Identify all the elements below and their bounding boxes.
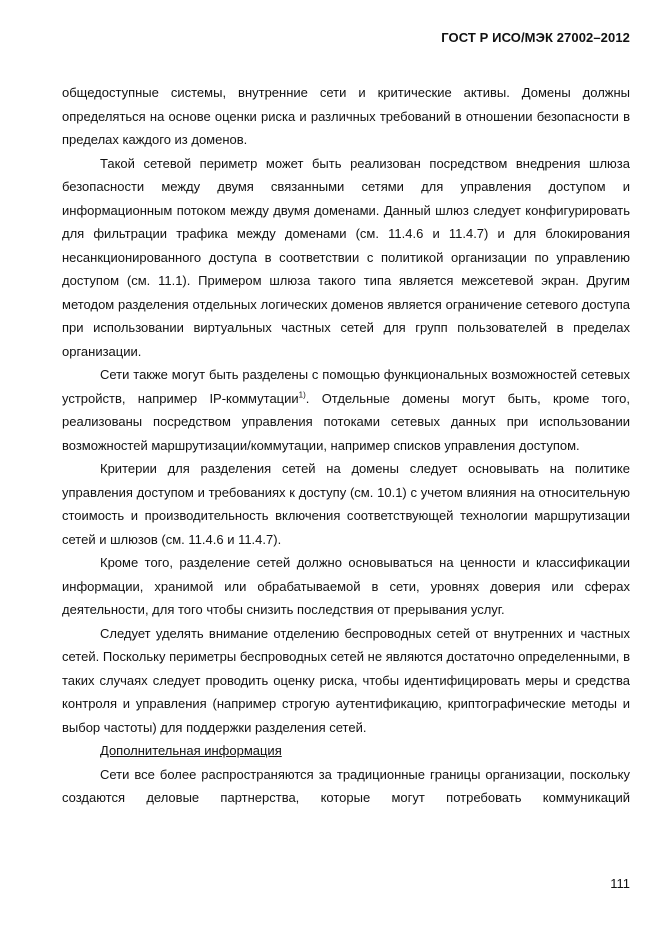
subheading-additional-info bbox=[62, 739, 630, 763]
page-number: 111 bbox=[610, 876, 630, 891]
paragraph-continued: общедоступные системы, внутренние сети и критические активы. Домены должны определяться на основе оценки риска и различных требований в отношении безопасности в пределах каждого из доменов. bbox=[62, 85, 630, 147]
paragraph-classification: Кроме того, разделение сетей должно основываться на ценности и классификации информации, хранимой или обрабатываемой в сети, уровнях доверия или сферах деятельности, для того чтобы снизить последствия от прерывания услуг. bbox=[62, 555, 630, 617]
paragraph-ip-switching bbox=[62, 363, 630, 457]
subheading-text: Дополнительная информация bbox=[100, 743, 282, 758]
paragraph-ip-switching-rest: . Отдельные домены могут быть, кроме того, реализованы посредством управления потоками сетевых данных при использовании возможностей маршрутизации/коммутации, например списков управления доступом. bbox=[62, 390, 630, 453]
paragraph-gateway: Такой сетевой периметр может быть реализован посредством внедрения шлюза безопасности между двумя связанными сетями для управления доступом и информационным потоком между двумя доменами. Данный шлюз следует конфигурировать для фильтрации трафика между доменами (см. 11.4.6 и 11.4.7) и для блокирования несанкционированного доступа в соответствии с политикой организации по управлению доступом (см. 11.1). Примером шлюза такого типа является межсетевой экран. Другим методом разделения отдельных логических доменов является ограничение сетевого доступа при использовании виртуальных частных сетей для групп пользователей в пределах организации. bbox=[62, 155, 630, 359]
paragraph-closing: Сети все более распространяются за традиционные границы организации, поскольку создаются деловые партнерства, которые могут потребовать коммуникаций bbox=[62, 766, 630, 805]
paragraph-ip-switching-text: Сети также могут быть разделены с помощью функциональных возможностей сетевых устройств, например IP-коммутации bbox=[62, 367, 630, 406]
page-body bbox=[62, 81, 630, 810]
paragraph-wireless: Следует уделять внимание отделению беспроводных сетей от внутренних и частных сетей. Поскольку периметры беспроводных сетей не являются достаточно определенными, в таких случаях следует проводить оценку риска, чтобы идентифицировать меры и средства контроля и управления (например строгую аутентификацию, криптографические методы и выбор частоты) для поддержки разделения сетей. bbox=[62, 625, 630, 735]
footnote-marker: 1) bbox=[298, 390, 306, 400]
standard-header: ГОСТ Р ИСО/МЭК 27002–2012 bbox=[441, 30, 630, 45]
paragraph-criteria: Критерии для разделения сетей на домены следует основывать на политике управления доступом и требованиях к доступу (см. 10.1) с учетом влияния на относительную стоимость и производительность включения соответствующей технологии маршрутизации сетей и шлюзов (см. 11.4.6 и 11.4.7). bbox=[62, 461, 630, 547]
